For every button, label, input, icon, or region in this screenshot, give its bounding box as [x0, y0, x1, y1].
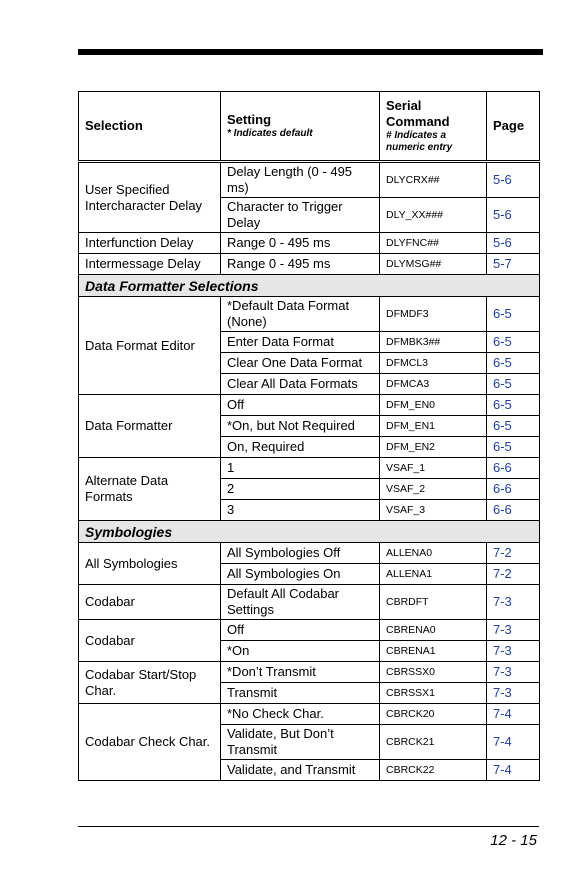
setting-cell: All Symbologies Off — [221, 543, 380, 564]
page-link[interactable]: 7-3 — [487, 641, 540, 662]
command-cell: DFMDF3 — [380, 297, 487, 332]
page-number: 12 - 15 — [490, 832, 537, 849]
command-cell: CBRCK21 — [380, 725, 487, 760]
page-link[interactable]: 7-4 — [487, 760, 540, 781]
setting-cell: Enter Data Format — [221, 332, 380, 353]
selection-cell: Data Formatter — [79, 395, 221, 458]
setting-cell: Off — [221, 620, 380, 641]
command-cell: ALLENA0 — [380, 543, 487, 564]
setting-cell: All Symbologies On — [221, 564, 380, 585]
command-cell: DFM_EN2 — [380, 437, 487, 458]
command-cell: CBRDFT — [380, 585, 487, 620]
command-cell: CBRENA1 — [380, 641, 487, 662]
table-row — [79, 620, 540, 641]
setting-cell: Clear One Data Format — [221, 353, 380, 374]
header-setting-note: * Indicates default — [227, 128, 313, 139]
page-link[interactable]: 6-5 — [487, 374, 540, 395]
command-cell: DFM_EN0 — [380, 395, 487, 416]
table-row — [79, 543, 540, 564]
command-cell: CBRSSX0 — [380, 662, 487, 683]
header-serial-command: Serial Command # Indicates a numeric entry — [380, 92, 487, 162]
command-cell: DFMCA3 — [380, 374, 487, 395]
selection-cell: Codabar Check Char. — [79, 704, 221, 781]
selection-cell: Alternate Data Formats — [79, 458, 221, 521]
table-row — [79, 254, 540, 275]
serial-command-table — [78, 91, 540, 781]
header-serial-note: # Indicates a numeric entry — [386, 130, 453, 153]
table-row — [79, 395, 540, 416]
command-cell: ALLENA1 — [380, 564, 487, 585]
setting-cell: *On — [221, 641, 380, 662]
command-cell: VSAF_2 — [380, 479, 487, 500]
selection-cell: Codabar Start/Stop Char. — [79, 662, 221, 704]
table-row — [79, 458, 540, 479]
setting-cell: 2 — [221, 479, 380, 500]
section-title: Symbologies — [79, 521, 540, 543]
command-cell: DLYCRX## — [380, 162, 487, 198]
bottom-rule — [78, 826, 539, 827]
page-link[interactable]: 6-6 — [487, 458, 540, 479]
selection-cell: Data Format Editor — [79, 297, 221, 395]
setting-cell: Default All Codabar Settings — [221, 585, 380, 620]
section-title: Data Formatter Selections — [79, 275, 540, 297]
command-cell: CBRSSX1 — [380, 683, 487, 704]
header-selection: Selection — [79, 92, 221, 162]
page-link[interactable]: 5-6 — [487, 198, 540, 233]
command-cell: VSAF_1 — [380, 458, 487, 479]
page-link[interactable]: 5-7 — [487, 254, 540, 275]
page-link[interactable]: 6-5 — [487, 437, 540, 458]
setting-cell: Transmit — [221, 683, 380, 704]
setting-cell: Off — [221, 395, 380, 416]
setting-cell: Validate, and Transmit — [221, 760, 380, 781]
table-row — [79, 233, 540, 254]
command-cell: DFMCL3 — [380, 353, 487, 374]
command-cell: CBRCK20 — [380, 704, 487, 725]
selection-cell: Codabar — [79, 620, 221, 662]
top-rule — [78, 49, 543, 55]
section-header-row — [79, 521, 540, 543]
command-cell: DLYMSG## — [380, 254, 487, 275]
setting-cell: *Don’t Transmit — [221, 662, 380, 683]
page-link[interactable]: 7-3 — [487, 585, 540, 620]
page-link[interactable]: 7-3 — [487, 662, 540, 683]
command-cell: CBRENA0 — [380, 620, 487, 641]
table-header-row — [79, 92, 540, 162]
setting-cell: Clear All Data Formats — [221, 374, 380, 395]
setting-cell: Validate, But Don’t Transmit — [221, 725, 380, 760]
setting-cell: Character to Trigger Delay — [221, 198, 380, 233]
setting-cell: 3 — [221, 500, 380, 521]
setting-cell: On, Required — [221, 437, 380, 458]
table-row — [79, 297, 540, 332]
setting-cell: *Default Data Format (None) — [221, 297, 380, 332]
command-cell: DFMBK3## — [380, 332, 487, 353]
command-cell: DLY_XX### — [380, 198, 487, 233]
section-header-row — [79, 275, 540, 297]
selection-cell: Intermessage Delay — [79, 254, 221, 275]
page-link[interactable]: 7-2 — [487, 543, 540, 564]
setting-cell: Delay Length (0 - 495 ms) — [221, 162, 380, 198]
page-link[interactable]: 6-5 — [487, 353, 540, 374]
setting-cell: Range 0 - 495 ms — [221, 254, 380, 275]
setting-cell: 1 — [221, 458, 380, 479]
page-link[interactable]: 5-6 — [487, 162, 540, 198]
command-cell: DLYFNC## — [380, 233, 487, 254]
page-link[interactable]: 7-3 — [487, 620, 540, 641]
selection-cell: Codabar — [79, 585, 221, 620]
selection-cell: All Symbologies — [79, 543, 221, 585]
page-link[interactable]: 7-2 — [487, 564, 540, 585]
table-row — [79, 662, 540, 683]
page-link[interactable]: 7-4 — [487, 725, 540, 760]
page-link[interactable]: 6-5 — [487, 416, 540, 437]
command-cell: CBRCK22 — [380, 760, 487, 781]
page-link[interactable]: 6-6 — [487, 500, 540, 521]
page-link[interactable]: 6-5 — [487, 297, 540, 332]
setting-cell: *On, but Not Required — [221, 416, 380, 437]
command-cell: DFM_EN1 — [380, 416, 487, 437]
page-link[interactable]: 6-5 — [487, 395, 540, 416]
selection-cell: User Specified Intercharacter Delay — [79, 162, 221, 233]
command-cell: VSAF_3 — [380, 500, 487, 521]
table-row — [79, 162, 540, 198]
setting-cell: Range 0 - 495 ms — [221, 233, 380, 254]
header-page: Page — [487, 92, 540, 162]
page-link[interactable]: 6-6 — [487, 479, 540, 500]
setting-cell: *No Check Char. — [221, 704, 380, 725]
page-link[interactable]: 5-6 — [487, 233, 540, 254]
selection-cell: Interfunction Delay — [79, 233, 221, 254]
page-link[interactable]: 6-5 — [487, 332, 540, 353]
header-setting: Setting * Indicates default — [221, 92, 380, 162]
table-row — [79, 704, 540, 725]
page-link[interactable]: 7-4 — [487, 704, 540, 725]
table-row — [79, 585, 540, 620]
page-link[interactable]: 7-3 — [487, 683, 540, 704]
